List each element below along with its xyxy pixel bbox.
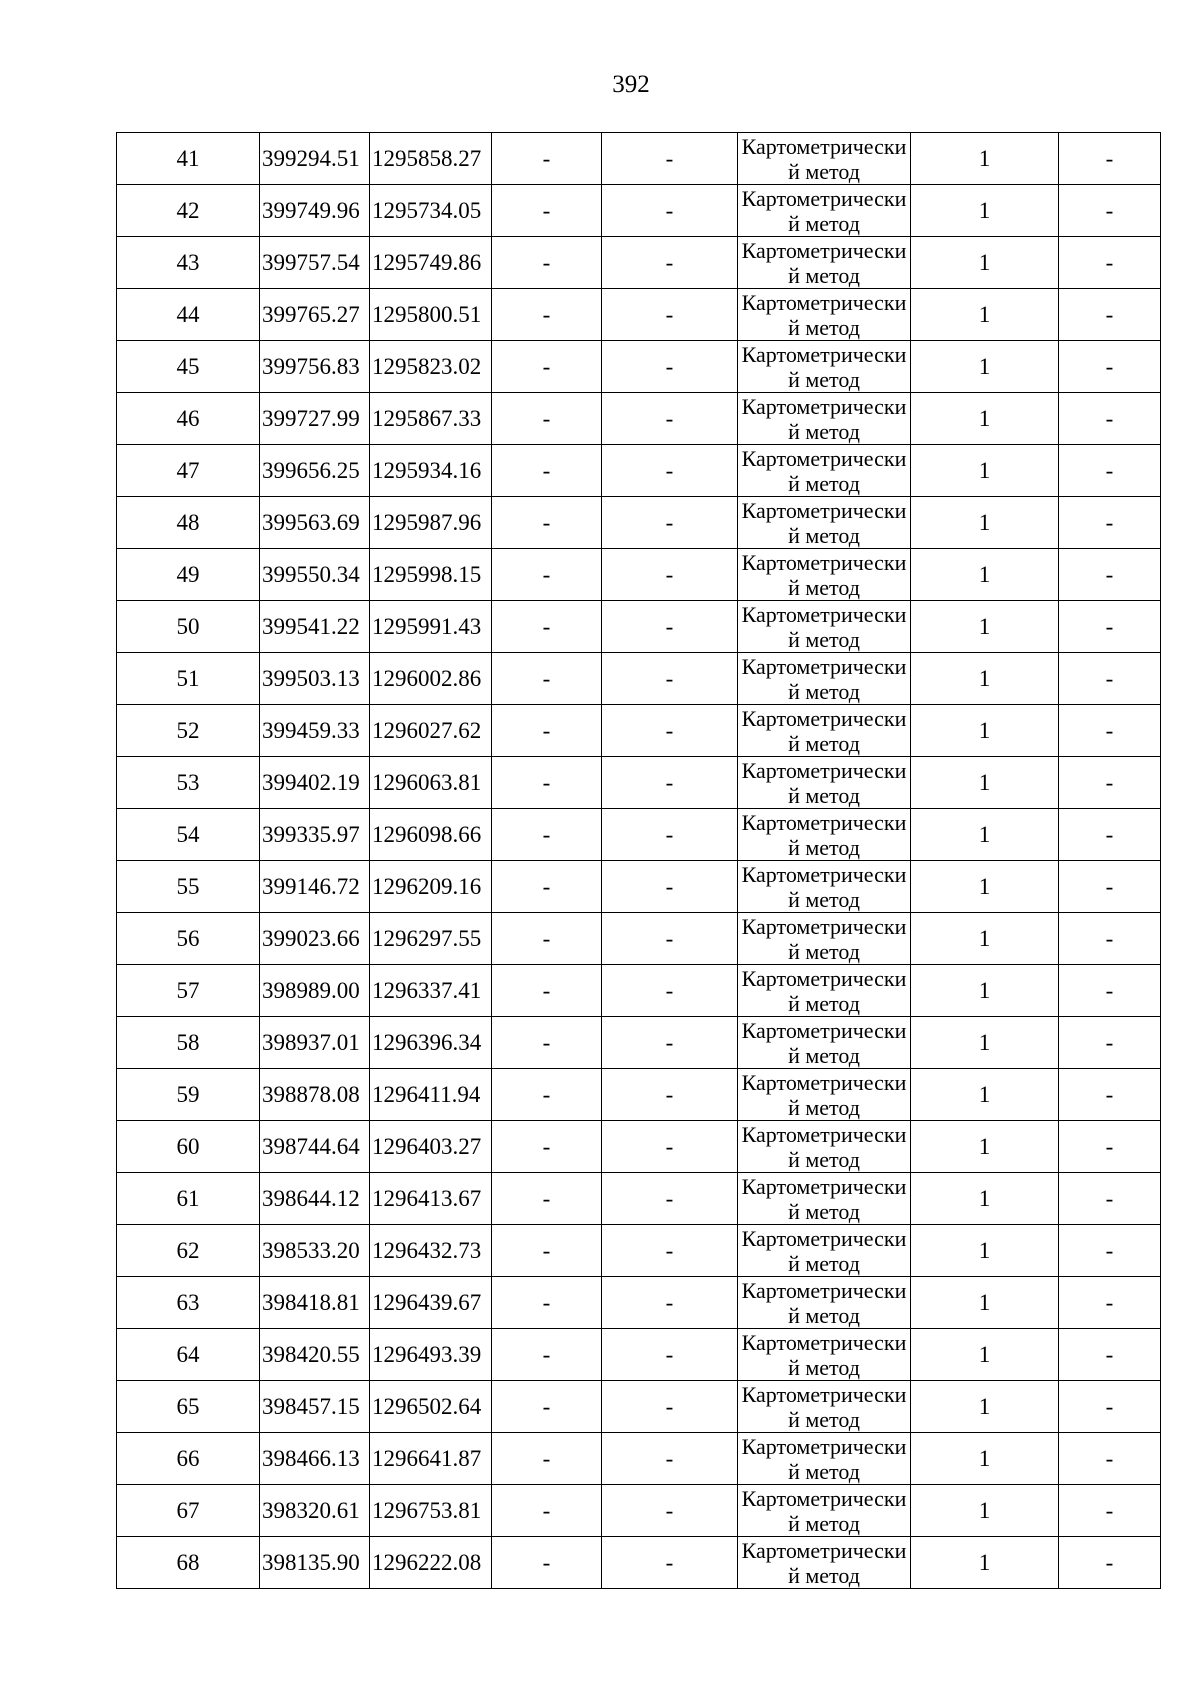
x-coordinate-cell: 399503.13 <box>260 653 370 705</box>
column-4-cell: - <box>492 1069 602 1121</box>
method-cell: Картометрический метод <box>738 133 911 185</box>
method-cell: Картометрический метод <box>738 757 911 809</box>
accuracy-cell: 1 <box>911 913 1059 965</box>
method-cell: Картометрический метод <box>738 1069 911 1121</box>
method-cell: Картометрический метод <box>738 1173 911 1225</box>
column-8-cell: - <box>1059 1017 1161 1069</box>
accuracy-cell: 1 <box>911 965 1059 1017</box>
point-number-cell: 52 <box>117 705 260 757</box>
column-5-cell: - <box>602 497 738 549</box>
coordinates-table <box>116 132 1161 1589</box>
method-cell: Картометрический метод <box>738 1017 911 1069</box>
point-number-cell: 68 <box>117 1537 260 1589</box>
column-5-cell: - <box>602 601 738 653</box>
method-cell: Картометрический метод <box>738 1433 911 1485</box>
y-coordinate-cell: 1295867.33 <box>370 393 492 445</box>
table-row <box>117 1381 1161 1433</box>
y-coordinate-cell: 1296063.81 <box>370 757 492 809</box>
y-coordinate-cell: 1296297.55 <box>370 913 492 965</box>
column-4-cell: - <box>492 1017 602 1069</box>
point-number-cell: 48 <box>117 497 260 549</box>
column-4-cell: - <box>492 445 602 497</box>
table-row <box>117 1277 1161 1329</box>
accuracy-cell: 1 <box>911 341 1059 393</box>
column-4-cell: - <box>492 393 602 445</box>
accuracy-cell: 1 <box>911 237 1059 289</box>
table-row <box>117 341 1161 393</box>
column-4-cell: - <box>492 1277 602 1329</box>
accuracy-cell: 1 <box>911 1069 1059 1121</box>
column-4-cell: - <box>492 861 602 913</box>
y-coordinate-cell: 1296222.08 <box>370 1537 492 1589</box>
x-coordinate-cell: 399550.34 <box>260 549 370 601</box>
y-coordinate-cell: 1296413.67 <box>370 1173 492 1225</box>
point-number-cell: 51 <box>117 653 260 705</box>
column-5-cell: - <box>602 1329 738 1381</box>
x-coordinate-cell: 398533.20 <box>260 1225 370 1277</box>
column-8-cell: - <box>1059 861 1161 913</box>
x-coordinate-cell: 398135.90 <box>260 1537 370 1589</box>
accuracy-cell: 1 <box>911 861 1059 913</box>
table-row <box>117 445 1161 497</box>
point-number-cell: 53 <box>117 757 260 809</box>
y-coordinate-cell: 1295749.86 <box>370 237 492 289</box>
column-5-cell: - <box>602 393 738 445</box>
column-8-cell: - <box>1059 1225 1161 1277</box>
column-5-cell: - <box>602 185 738 237</box>
column-4-cell: - <box>492 133 602 185</box>
column-4-cell: - <box>492 757 602 809</box>
table-row <box>117 1537 1161 1589</box>
method-cell: Картометрический метод <box>738 341 911 393</box>
x-coordinate-cell: 398878.08 <box>260 1069 370 1121</box>
accuracy-cell: 1 <box>911 1277 1059 1329</box>
method-cell: Картометрический метод <box>738 861 911 913</box>
column-4-cell: - <box>492 497 602 549</box>
accuracy-cell: 1 <box>911 1537 1059 1589</box>
y-coordinate-cell: 1295998.15 <box>370 549 492 601</box>
y-coordinate-cell: 1295991.43 <box>370 601 492 653</box>
table-row <box>117 705 1161 757</box>
y-coordinate-cell: 1295823.02 <box>370 341 492 393</box>
column-4-cell: - <box>492 913 602 965</box>
table-row <box>117 1121 1161 1173</box>
column-5-cell: - <box>602 1537 738 1589</box>
point-number-cell: 43 <box>117 237 260 289</box>
x-coordinate-cell: 399459.33 <box>260 705 370 757</box>
column-5-cell: - <box>602 1069 738 1121</box>
point-number-cell: 56 <box>117 913 260 965</box>
x-coordinate-cell: 399541.22 <box>260 601 370 653</box>
column-8-cell: - <box>1059 549 1161 601</box>
column-8-cell: - <box>1059 653 1161 705</box>
table-row <box>117 393 1161 445</box>
x-coordinate-cell: 399023.66 <box>260 913 370 965</box>
column-5-cell: - <box>602 653 738 705</box>
column-4-cell: - <box>492 965 602 1017</box>
accuracy-cell: 1 <box>911 133 1059 185</box>
y-coordinate-cell: 1296493.39 <box>370 1329 492 1381</box>
column-8-cell: - <box>1059 809 1161 861</box>
y-coordinate-cell: 1295800.51 <box>370 289 492 341</box>
x-coordinate-cell: 398744.64 <box>260 1121 370 1173</box>
column-4-cell: - <box>492 549 602 601</box>
column-5-cell: - <box>602 237 738 289</box>
table-row <box>117 237 1161 289</box>
table-row <box>117 497 1161 549</box>
y-coordinate-cell: 1296411.94 <box>370 1069 492 1121</box>
x-coordinate-cell: 399727.99 <box>260 393 370 445</box>
y-coordinate-cell: 1296502.64 <box>370 1381 492 1433</box>
column-4-cell: - <box>492 1537 602 1589</box>
column-5-cell: - <box>602 289 738 341</box>
table-row <box>117 185 1161 237</box>
y-coordinate-cell: 1296641.87 <box>370 1433 492 1485</box>
method-cell: Картометрический метод <box>738 705 911 757</box>
method-cell: Картометрический метод <box>738 497 911 549</box>
column-8-cell: - <box>1059 1537 1161 1589</box>
column-8-cell: - <box>1059 497 1161 549</box>
column-8-cell: - <box>1059 1173 1161 1225</box>
accuracy-cell: 1 <box>911 497 1059 549</box>
method-cell: Картометрический метод <box>738 913 911 965</box>
accuracy-cell: 1 <box>911 705 1059 757</box>
column-8-cell: - <box>1059 1277 1161 1329</box>
column-8-cell: - <box>1059 445 1161 497</box>
column-8-cell: - <box>1059 913 1161 965</box>
column-5-cell: - <box>602 341 738 393</box>
y-coordinate-cell: 1296027.62 <box>370 705 492 757</box>
x-coordinate-cell: 399749.96 <box>260 185 370 237</box>
point-number-cell: 67 <box>117 1485 260 1537</box>
x-coordinate-cell: 399756.83 <box>260 341 370 393</box>
method-cell: Картометрический метод <box>738 445 911 497</box>
table-body <box>117 133 1161 1589</box>
accuracy-cell: 1 <box>911 185 1059 237</box>
x-coordinate-cell: 399765.27 <box>260 289 370 341</box>
x-coordinate-cell: 399656.25 <box>260 445 370 497</box>
column-5-cell: - <box>602 1277 738 1329</box>
x-coordinate-cell: 398420.55 <box>260 1329 370 1381</box>
column-4-cell: - <box>492 289 602 341</box>
method-cell: Картометрический метод <box>738 393 911 445</box>
column-5-cell: - <box>602 1225 738 1277</box>
point-number-cell: 54 <box>117 809 260 861</box>
method-cell: Картометрический метод <box>738 185 911 237</box>
x-coordinate-cell: 398989.00 <box>260 965 370 1017</box>
point-number-cell: 61 <box>117 1173 260 1225</box>
table-row <box>117 653 1161 705</box>
table-row <box>117 861 1161 913</box>
accuracy-cell: 1 <box>911 1381 1059 1433</box>
column-5-cell: - <box>602 1017 738 1069</box>
y-coordinate-cell: 1296396.34 <box>370 1017 492 1069</box>
point-number-cell: 46 <box>117 393 260 445</box>
point-number-cell: 58 <box>117 1017 260 1069</box>
point-number-cell: 47 <box>117 445 260 497</box>
table-row <box>117 1017 1161 1069</box>
y-coordinate-cell: 1296209.16 <box>370 861 492 913</box>
column-8-cell: - <box>1059 133 1161 185</box>
y-coordinate-cell: 1295734.05 <box>370 185 492 237</box>
column-5-cell: - <box>602 133 738 185</box>
x-coordinate-cell: 398644.12 <box>260 1173 370 1225</box>
method-cell: Картометрический метод <box>738 1485 911 1537</box>
accuracy-cell: 1 <box>911 549 1059 601</box>
y-coordinate-cell: 1295987.96 <box>370 497 492 549</box>
column-8-cell: - <box>1059 601 1161 653</box>
column-8-cell: - <box>1059 237 1161 289</box>
point-number-cell: 64 <box>117 1329 260 1381</box>
accuracy-cell: 1 <box>911 757 1059 809</box>
column-5-cell: - <box>602 861 738 913</box>
column-8-cell: - <box>1059 965 1161 1017</box>
column-8-cell: - <box>1059 1069 1161 1121</box>
page-number: 392 <box>612 71 650 98</box>
column-4-cell: - <box>492 1173 602 1225</box>
column-4-cell: - <box>492 705 602 757</box>
y-coordinate-cell: 1295858.27 <box>370 133 492 185</box>
method-cell: Картометрический метод <box>738 1329 911 1381</box>
column-8-cell: - <box>1059 393 1161 445</box>
accuracy-cell: 1 <box>911 289 1059 341</box>
x-coordinate-cell: 398320.61 <box>260 1485 370 1537</box>
x-coordinate-cell: 399335.97 <box>260 809 370 861</box>
column-8-cell: - <box>1059 705 1161 757</box>
column-8-cell: - <box>1059 1485 1161 1537</box>
column-5-cell: - <box>602 965 738 1017</box>
point-number-cell: 66 <box>117 1433 260 1485</box>
point-number-cell: 41 <box>117 133 260 185</box>
method-cell: Картометрический метод <box>738 1277 911 1329</box>
method-cell: Картометрический метод <box>738 653 911 705</box>
column-5-cell: - <box>602 445 738 497</box>
method-cell: Картометрический метод <box>738 237 911 289</box>
method-cell: Картометрический метод <box>738 549 911 601</box>
point-number-cell: 57 <box>117 965 260 1017</box>
table-row <box>117 809 1161 861</box>
column-8-cell: - <box>1059 289 1161 341</box>
table-row <box>117 1225 1161 1277</box>
column-5-cell: - <box>602 705 738 757</box>
column-5-cell: - <box>602 1173 738 1225</box>
column-5-cell: - <box>602 913 738 965</box>
column-4-cell: - <box>492 653 602 705</box>
column-5-cell: - <box>602 1381 738 1433</box>
accuracy-cell: 1 <box>911 393 1059 445</box>
column-5-cell: - <box>602 1485 738 1537</box>
column-4-cell: - <box>492 185 602 237</box>
accuracy-cell: 1 <box>911 1485 1059 1537</box>
accuracy-cell: 1 <box>911 1173 1059 1225</box>
x-coordinate-cell: 399402.19 <box>260 757 370 809</box>
column-5-cell: - <box>602 757 738 809</box>
column-4-cell: - <box>492 1225 602 1277</box>
column-8-cell: - <box>1059 1121 1161 1173</box>
table-row <box>117 757 1161 809</box>
column-4-cell: - <box>492 1381 602 1433</box>
point-number-cell: 59 <box>117 1069 260 1121</box>
y-coordinate-cell: 1295934.16 <box>370 445 492 497</box>
method-cell: Картометрический метод <box>738 1537 911 1589</box>
table-row <box>117 1329 1161 1381</box>
point-number-cell: 42 <box>117 185 260 237</box>
y-coordinate-cell: 1296002.86 <box>370 653 492 705</box>
column-8-cell: - <box>1059 1433 1161 1485</box>
point-number-cell: 65 <box>117 1381 260 1433</box>
accuracy-cell: 1 <box>911 601 1059 653</box>
column-4-cell: - <box>492 1485 602 1537</box>
x-coordinate-cell: 399757.54 <box>260 237 370 289</box>
point-number-cell: 50 <box>117 601 260 653</box>
y-coordinate-cell: 1296098.66 <box>370 809 492 861</box>
method-cell: Картометрический метод <box>738 289 911 341</box>
x-coordinate-cell: 398937.01 <box>260 1017 370 1069</box>
y-coordinate-cell: 1296337.41 <box>370 965 492 1017</box>
point-number-cell: 44 <box>117 289 260 341</box>
accuracy-cell: 1 <box>911 1225 1059 1277</box>
column-5-cell: - <box>602 1433 738 1485</box>
column-8-cell: - <box>1059 185 1161 237</box>
column-8-cell: - <box>1059 757 1161 809</box>
column-4-cell: - <box>492 1433 602 1485</box>
column-4-cell: - <box>492 341 602 393</box>
point-number-cell: 49 <box>117 549 260 601</box>
accuracy-cell: 1 <box>911 809 1059 861</box>
point-number-cell: 45 <box>117 341 260 393</box>
column-4-cell: - <box>492 601 602 653</box>
method-cell: Картометрический метод <box>738 1121 911 1173</box>
y-coordinate-cell: 1296753.81 <box>370 1485 492 1537</box>
x-coordinate-cell: 399294.51 <box>260 133 370 185</box>
table-row <box>117 1485 1161 1537</box>
method-cell: Картометрический метод <box>738 601 911 653</box>
accuracy-cell: 1 <box>911 1121 1059 1173</box>
point-number-cell: 62 <box>117 1225 260 1277</box>
column-5-cell: - <box>602 549 738 601</box>
column-8-cell: - <box>1059 1381 1161 1433</box>
point-number-cell: 55 <box>117 861 260 913</box>
method-cell: Картометрический метод <box>738 1381 911 1433</box>
y-coordinate-cell: 1296432.73 <box>370 1225 492 1277</box>
accuracy-cell: 1 <box>911 1329 1059 1381</box>
point-number-cell: 60 <box>117 1121 260 1173</box>
accuracy-cell: 1 <box>911 445 1059 497</box>
table-row <box>117 601 1161 653</box>
accuracy-cell: 1 <box>911 1017 1059 1069</box>
column-4-cell: - <box>492 809 602 861</box>
column-4-cell: - <box>492 1329 602 1381</box>
y-coordinate-cell: 1296403.27 <box>370 1121 492 1173</box>
column-4-cell: - <box>492 237 602 289</box>
table-row <box>117 1173 1161 1225</box>
point-number-cell: 63 <box>117 1277 260 1329</box>
y-coordinate-cell: 1296439.67 <box>370 1277 492 1329</box>
method-cell: Картометрический метод <box>738 809 911 861</box>
table-row <box>117 1069 1161 1121</box>
method-cell: Картометрический метод <box>738 1225 911 1277</box>
table-row <box>117 289 1161 341</box>
column-8-cell: - <box>1059 1329 1161 1381</box>
x-coordinate-cell: 398457.15 <box>260 1381 370 1433</box>
accuracy-cell: 1 <box>911 1433 1059 1485</box>
column-5-cell: - <box>602 1121 738 1173</box>
accuracy-cell: 1 <box>911 653 1059 705</box>
x-coordinate-cell: 399563.69 <box>260 497 370 549</box>
column-5-cell: - <box>602 809 738 861</box>
x-coordinate-cell: 398466.13 <box>260 1433 370 1485</box>
table-row <box>117 1433 1161 1485</box>
column-4-cell: - <box>492 1121 602 1173</box>
column-8-cell: - <box>1059 341 1161 393</box>
table-row <box>117 913 1161 965</box>
method-cell: Картометрический метод <box>738 965 911 1017</box>
x-coordinate-cell: 398418.81 <box>260 1277 370 1329</box>
table-row <box>117 965 1161 1017</box>
table-row <box>117 133 1161 185</box>
x-coordinate-cell: 399146.72 <box>260 861 370 913</box>
table-row <box>117 549 1161 601</box>
